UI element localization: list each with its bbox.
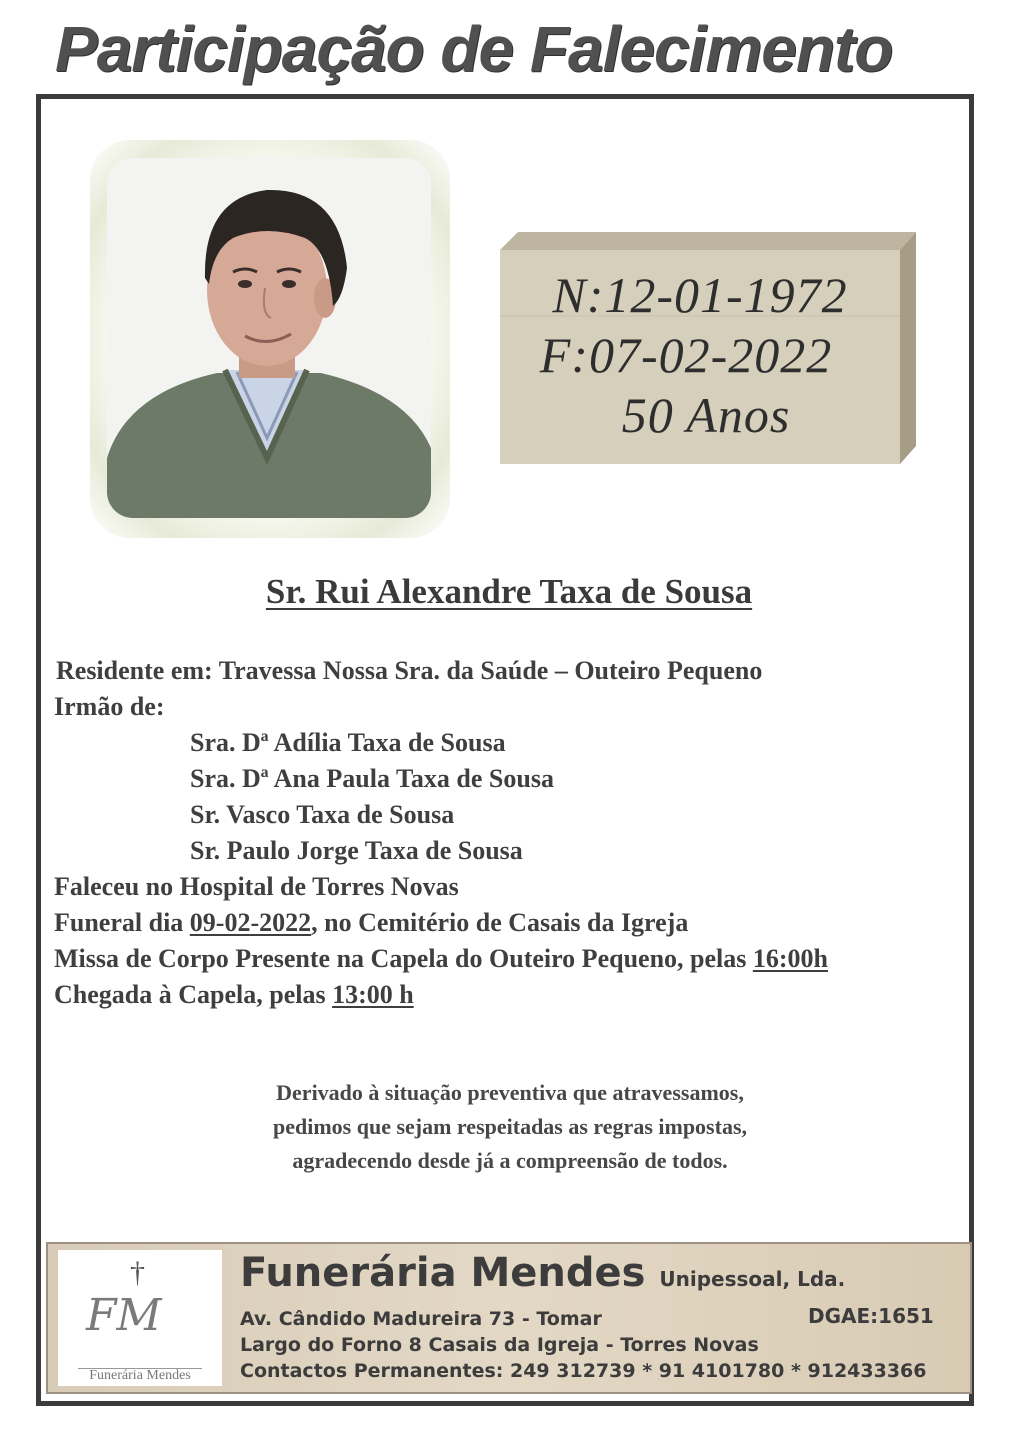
cross-icon: † [130, 1256, 145, 1289]
mass-prefix: Missa de Corpo Presente na Capela do Outeiro Pequeno, pelas [54, 944, 753, 973]
funeral-home-contacts: Contactos Permanentes: 249 312739 * 91 4101780 * 912433366 [240, 1360, 927, 1382]
sibling-item: Sr. Vasco Taxa de Sousa [190, 800, 455, 829]
dgae-number: DGAE:1651 [808, 1304, 934, 1328]
arrival-line [54, 980, 414, 1010]
death-place: Faleceu no Hospital de Torres Novas [54, 872, 459, 901]
funeral-home-banner [46, 1242, 972, 1394]
funeral-home-name [240, 1250, 845, 1296]
covid-notice [140, 1076, 880, 1178]
sibling-item: Sra. Dª Ana Paula Taxa de Sousa [190, 764, 554, 793]
dates-plaque [500, 232, 916, 464]
mass-line [54, 944, 828, 974]
sibling-item: Sra. Dª Adília Taxa de Sousa [190, 728, 506, 757]
funeral-prefix: Funeral dia [54, 908, 190, 937]
logo-text: Funerária Mendes [89, 1368, 191, 1383]
funeral-home-logo [58, 1250, 222, 1386]
logo-monogram: FM [86, 1290, 162, 1341]
funeral-home-address-1: Av. Cândido Madureira 73 - Tomar [240, 1308, 602, 1330]
page-title: Participação de Falecimento [55, 13, 893, 85]
funeral-line [54, 908, 688, 938]
funeral-home-title: Funerária Mendes [240, 1250, 646, 1296]
siblings-label: Irmão de: [54, 692, 165, 721]
residence: Residente em: Travessa Nossa Sra. da Saúde – Outeiro Pequeno [56, 656, 763, 685]
funeral-home-address-2: Largo do Forno 8 Casais da Igreja - Torres Novas [240, 1334, 759, 1356]
age: 50 Anos [621, 387, 791, 443]
funeral-home-suffix: Unipessoal, Lda. [659, 1267, 846, 1291]
mass-time: 16:00h [752, 944, 828, 973]
portrait-photo [107, 158, 431, 518]
deceased-name: Sr. Rui Alexandre Taxa de Sousa [265, 572, 753, 611]
deceased-name-row [0, 572, 1018, 612]
funeral-suffix: , no Cemitério de Casais da Igreja [311, 908, 689, 937]
notice-line: agradecendo desde já a compreensão de todos. [292, 1148, 728, 1173]
notice-line: Derivado à situação preventiva que atravessamos, [276, 1080, 744, 1105]
notice-line: pedimos que sejam respeitadas as regras impostas, [272, 1114, 748, 1139]
arrival-prefix: Chegada à Capela, pelas [54, 980, 333, 1009]
arrival-time: 13:00 h [332, 980, 414, 1009]
birth-date: N:12-01-1972 [552, 267, 848, 323]
sibling-item: Sr. Paulo Jorge Taxa de Sousa [190, 836, 523, 865]
death-date: F:07-02-2022 [539, 327, 833, 383]
funeral-date: 09-02-2022 [189, 908, 312, 937]
